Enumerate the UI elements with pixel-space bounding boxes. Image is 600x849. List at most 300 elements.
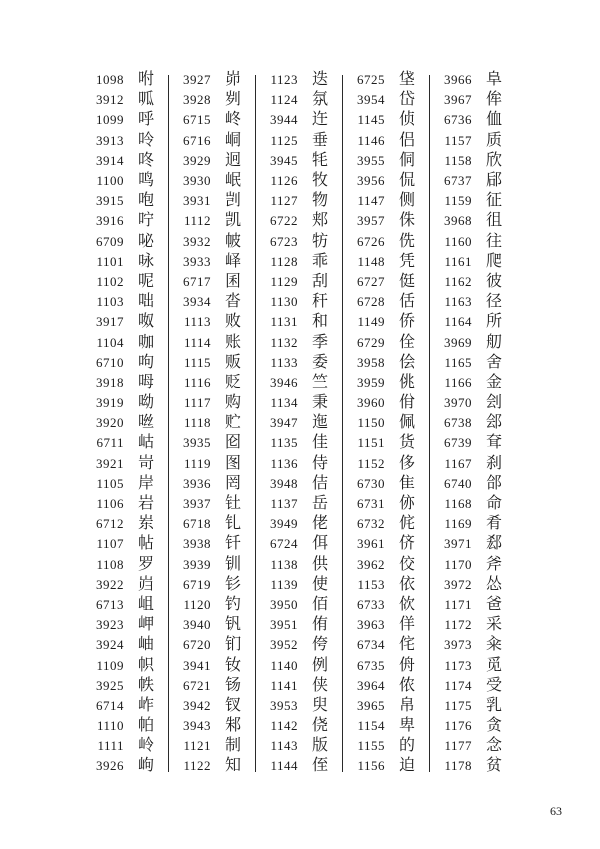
entry-character: 怂 [486, 575, 503, 593]
entry-character: 舍 [486, 353, 503, 371]
table-row [262, 534, 349, 554]
entry-number: 3971 [444, 536, 472, 552]
table-row [262, 575, 349, 595]
entry-number: 1102 [96, 273, 124, 289]
table-row [88, 312, 175, 332]
table-row [262, 110, 349, 130]
entry-character: 侉 [312, 636, 329, 654]
entry-number: 3967 [444, 92, 472, 108]
entry-character: 侏 [399, 212, 416, 230]
entry-number: 3951 [270, 617, 298, 633]
table-row [175, 595, 262, 615]
table-row [436, 756, 523, 776]
entry-character: 佻 [399, 373, 416, 391]
table-row [88, 413, 175, 433]
entry-number: 1160 [444, 233, 472, 249]
entry-character: 佩 [399, 414, 416, 432]
table-row [436, 211, 523, 231]
column-divider [342, 75, 343, 772]
entry-number: 3925 [96, 677, 124, 693]
table-row [436, 655, 523, 675]
entry-number: 1177 [444, 738, 472, 754]
table-row [88, 252, 175, 272]
entry-number: 1156 [357, 758, 385, 774]
entry-number: 1131 [270, 314, 298, 330]
entry-number: 6728 [357, 294, 385, 310]
table-row [175, 696, 262, 716]
table-row [88, 696, 175, 716]
entry-character: 所 [486, 313, 503, 331]
table-row [88, 615, 175, 635]
entry-number: 1166 [444, 374, 472, 390]
entry-number: 6722 [270, 213, 298, 229]
table-row [349, 151, 436, 171]
table-row [436, 676, 523, 696]
entry-number: 6719 [183, 576, 211, 592]
entry-number: 1121 [183, 738, 211, 754]
table-row [88, 131, 175, 151]
table-row [175, 736, 262, 756]
entry-number: 3947 [270, 415, 298, 431]
entry-character: 贩 [225, 353, 242, 371]
entry-character: 侩 [399, 353, 416, 371]
table-row [175, 90, 262, 110]
entry-character: 籴 [486, 636, 503, 654]
entry-number: 3972 [444, 576, 472, 592]
entry-number: 3968 [444, 213, 472, 229]
column-divider [429, 75, 430, 772]
entry-number: 3915 [96, 193, 124, 209]
table-column [262, 70, 349, 777]
table-row [262, 736, 349, 756]
entry-character: 咄 [138, 293, 155, 311]
entry-character: 爸 [486, 595, 503, 613]
entry-character: 觅 [486, 656, 503, 674]
entry-number: 6727 [357, 273, 385, 289]
entry-character: 垂 [312, 131, 329, 149]
entry-number: 1122 [183, 758, 211, 774]
entry-number: 6718 [183, 516, 211, 532]
table-row [436, 696, 523, 716]
entry-character: 斧 [486, 555, 503, 573]
entry-number: 6734 [357, 637, 385, 653]
entry-number: 3961 [357, 536, 385, 552]
entry-number: 3962 [357, 556, 385, 572]
table-row [349, 373, 436, 393]
entry-character: 侠 [312, 676, 329, 694]
entry-character: 咏 [138, 252, 155, 270]
entry-character: 刮 [312, 272, 329, 290]
entry-character: 迫 [399, 757, 416, 775]
table-row [262, 272, 349, 292]
entry-number: 6737 [444, 173, 472, 189]
table-row [436, 191, 523, 211]
table-row [349, 292, 436, 312]
entry-number: 3917 [96, 314, 124, 330]
entry-character: 侄 [312, 757, 329, 775]
entry-number: 3950 [270, 596, 298, 612]
entry-character: 剀 [225, 192, 242, 210]
table-row [262, 494, 349, 514]
entry-character: 委 [312, 353, 329, 371]
entry-character: 侂 [399, 515, 416, 533]
table-row [349, 413, 436, 433]
entry-number: 6720 [183, 637, 211, 653]
entry-number: 3949 [270, 516, 298, 532]
entry-number: 1123 [270, 72, 298, 88]
entry-character: 侐 [486, 111, 503, 129]
entry-number: 1101 [96, 253, 124, 269]
table-row [349, 312, 436, 332]
entry-number: 1110 [96, 718, 124, 734]
table-row [262, 353, 349, 373]
table-row [262, 696, 349, 716]
entry-character: 佶 [312, 474, 329, 492]
table-row [88, 211, 175, 231]
entry-number: 1128 [270, 253, 298, 269]
entry-number: 1109 [96, 657, 124, 673]
table-row [175, 211, 262, 231]
entry-character: 岿 [138, 575, 155, 593]
table-row [349, 232, 436, 252]
entry-character: 帜 [138, 656, 155, 674]
entry-number: 6729 [357, 334, 385, 350]
table-row [349, 90, 436, 110]
table-row [88, 151, 175, 171]
table-row [436, 332, 523, 352]
entry-character: 鸣 [138, 172, 155, 190]
table-row [349, 756, 436, 776]
entry-number: 3953 [270, 697, 298, 713]
table-row [349, 454, 436, 474]
entry-number: 1170 [444, 556, 472, 572]
table-row [262, 393, 349, 413]
entry-character: 呶 [138, 313, 155, 331]
table-row [262, 232, 349, 252]
entry-character: 阜 [486, 71, 503, 89]
entry-character: 知 [225, 757, 242, 775]
entry-number: 3970 [444, 395, 472, 411]
entry-character: 峁 [225, 71, 242, 89]
entry-number: 1152 [357, 455, 385, 471]
entry-character: 呴 [138, 353, 155, 371]
entry-character: 侑 [312, 616, 329, 634]
entry-number: 3969 [444, 334, 472, 350]
table-row [262, 635, 349, 655]
entry-number: 3933 [183, 253, 211, 269]
table-row [175, 454, 262, 474]
table-row [349, 655, 436, 675]
entry-character: 郐 [486, 414, 503, 432]
table-row [349, 191, 436, 211]
table-row [436, 514, 523, 534]
entry-number: 6714 [96, 697, 124, 713]
table-row [436, 635, 523, 655]
entry-number: 1099 [96, 112, 124, 128]
entry-number: 1116 [183, 374, 211, 390]
entry-character: 咐 [138, 71, 155, 89]
table-column [349, 70, 436, 777]
entry-number: 1169 [444, 516, 472, 532]
entry-character: 往 [486, 232, 503, 250]
table-row [88, 454, 175, 474]
entry-number: 1144 [270, 758, 298, 774]
entry-character: 刿 [225, 91, 242, 109]
entry-character: 佬 [312, 515, 329, 533]
entry-character: 肴 [486, 515, 503, 533]
entry-number: 1117 [183, 395, 211, 411]
entry-character: 迕 [312, 111, 329, 129]
entry-character: 钕 [225, 656, 242, 674]
entry-number: 3912 [96, 92, 124, 108]
entry-number: 3963 [357, 617, 385, 633]
entry-number: 1159 [444, 193, 472, 209]
entry-number: 1136 [270, 455, 298, 471]
table-row [436, 736, 523, 756]
entry-number: 1142 [270, 718, 298, 734]
table-row [262, 373, 349, 393]
entry-character: 岫 [138, 636, 155, 654]
table-row [262, 595, 349, 615]
table-row [349, 332, 436, 352]
table-row [175, 252, 262, 272]
entry-character: 帛 [399, 696, 416, 714]
entry-number: 1127 [270, 193, 298, 209]
entry-number: 6732 [357, 516, 385, 532]
entry-number: 3948 [270, 475, 298, 491]
entry-character: 垡 [399, 71, 416, 89]
table-row [349, 575, 436, 595]
entry-character: 季 [312, 333, 329, 351]
table-row [88, 736, 175, 756]
entry-number: 6709 [96, 233, 124, 249]
table-row [349, 676, 436, 696]
entry-character: 岢 [138, 454, 155, 472]
table-row [175, 171, 262, 191]
entry-character: 质 [486, 131, 503, 149]
entry-character: 受 [486, 676, 503, 694]
entry-number: 1173 [444, 657, 472, 673]
entry-character: 牧 [312, 172, 329, 190]
entry-number: 3918 [96, 374, 124, 390]
table-row [88, 171, 175, 191]
table-row [175, 373, 262, 393]
table-row [436, 292, 523, 312]
table-row [175, 433, 262, 453]
table-row [349, 433, 436, 453]
entry-character: 佾 [399, 394, 416, 412]
table-row [175, 110, 262, 130]
entry-number: 1163 [444, 294, 472, 310]
entry-character: 㑊 [399, 495, 416, 513]
table-row [436, 534, 523, 554]
table-row [175, 413, 262, 433]
entry-number: 1140 [270, 657, 298, 673]
entry-number: 1111 [97, 738, 124, 754]
table-row [436, 393, 523, 413]
entry-number: 1148 [357, 253, 385, 269]
entry-number: 1114 [183, 334, 211, 350]
table-row [175, 393, 262, 413]
entry-number: 3931 [183, 193, 211, 209]
table-row [436, 110, 523, 130]
table-row [349, 635, 436, 655]
entry-number: 3944 [270, 112, 298, 128]
entry-number: 3965 [357, 697, 385, 713]
entry-number: 1168 [444, 496, 472, 512]
table-row [175, 555, 262, 575]
entry-character: 钒 [225, 616, 242, 634]
table-row [262, 191, 349, 211]
table-row [436, 232, 523, 252]
entry-character: 侈 [399, 454, 416, 472]
entry-character: 咝 [138, 414, 155, 432]
entry-number: 1145 [357, 112, 385, 128]
entry-character: 岽 [138, 515, 155, 533]
entry-character: 迭 [312, 71, 329, 89]
entry-number: 1171 [444, 596, 472, 612]
table-row [349, 716, 436, 736]
table-column [436, 70, 523, 777]
table-row [436, 171, 523, 191]
entry-number: 1172 [444, 617, 472, 633]
column-divider [255, 75, 256, 772]
entry-number: 1176 [444, 718, 472, 734]
table-row [436, 575, 523, 595]
table-row [88, 655, 175, 675]
entry-character: 呣 [138, 373, 155, 391]
entry-character: 征 [486, 192, 503, 210]
entry-number: 6736 [444, 112, 472, 128]
table-row [175, 615, 262, 635]
entry-number: 1147 [357, 193, 385, 209]
table-row [349, 252, 436, 272]
entry-character: 依 [399, 575, 416, 593]
entry-character: 咇 [138, 232, 155, 250]
table-row [88, 272, 175, 292]
entry-number: 6726 [357, 233, 385, 249]
table-row [436, 272, 523, 292]
entry-number: 6717 [183, 273, 211, 289]
entry-character: 岞 [138, 696, 155, 714]
entry-number: 1157 [444, 132, 472, 148]
entry-character: 侥 [312, 717, 329, 735]
table-row [349, 514, 436, 534]
entry-character: 乳 [486, 696, 503, 714]
entry-number: 6725 [357, 72, 385, 88]
entry-character: 侗 [399, 151, 416, 169]
entry-character: 侦 [399, 111, 416, 129]
table-row [436, 353, 523, 373]
entry-number: 1135 [270, 435, 298, 451]
table-row [88, 191, 175, 211]
table-row [349, 171, 436, 191]
entry-number: 1153 [357, 576, 385, 592]
page-number: 63 [550, 804, 562, 818]
table-row [349, 474, 436, 494]
entry-character: 刽 [486, 394, 503, 412]
entry-character: 咖 [138, 333, 155, 351]
entry-character: 侃 [399, 172, 416, 190]
table-row [436, 474, 523, 494]
entry-character: 钗 [225, 696, 242, 714]
entry-number: 3940 [183, 617, 211, 633]
table-row [175, 716, 262, 736]
entry-number: 1107 [96, 536, 124, 552]
entry-character: 贮 [225, 414, 242, 432]
table-row [436, 413, 523, 433]
entry-character: 秉 [312, 394, 329, 412]
entry-character: 隹 [399, 474, 416, 492]
entry-character: 秆 [312, 293, 329, 311]
entry-character: 败 [225, 313, 242, 331]
entry-number: 1103 [96, 294, 124, 310]
entry-number: 3956 [357, 173, 385, 189]
table-row [175, 272, 262, 292]
entry-character: 帙 [138, 676, 155, 694]
entry-character: 钔 [225, 636, 242, 654]
entry-number: 3926 [96, 758, 124, 774]
entry-character: 佸 [399, 293, 416, 311]
entry-character: 侁 [399, 232, 416, 250]
table-row [88, 332, 175, 352]
entry-number: 3966 [444, 72, 472, 88]
table-row [88, 555, 175, 575]
table-row [436, 494, 523, 514]
entry-number: 6735 [357, 657, 385, 673]
entry-character: 帖 [138, 535, 155, 553]
table-row [349, 696, 436, 716]
table-row [436, 373, 523, 393]
table-row [262, 90, 349, 110]
table-row [88, 90, 175, 110]
table-row [175, 494, 262, 514]
table-row [349, 494, 436, 514]
table-row [88, 575, 175, 595]
entry-character: 郈 [486, 172, 503, 190]
table-row [262, 312, 349, 332]
entry-character: 岱 [399, 91, 416, 109]
table-row [436, 312, 523, 332]
table-row [349, 393, 436, 413]
table-row [349, 534, 436, 554]
table-row [436, 70, 523, 90]
table-row [436, 252, 523, 272]
table-row [88, 474, 175, 494]
entry-character: 峂 [225, 111, 242, 129]
entry-character: 钐 [225, 575, 242, 593]
table-column [88, 70, 175, 777]
entry-character: 岬 [138, 616, 155, 634]
table-row [436, 131, 523, 151]
entry-number: 6723 [270, 233, 298, 249]
entry-character: 呼 [138, 111, 155, 129]
table-row [262, 716, 349, 736]
table-row [349, 555, 436, 575]
entry-number: 3923 [96, 617, 124, 633]
entry-number: 3924 [96, 637, 124, 653]
table-row [262, 555, 349, 575]
entry-number: 1138 [270, 556, 298, 572]
table-row [88, 232, 175, 252]
entry-number: 3928 [183, 92, 211, 108]
table-row [88, 756, 175, 776]
entry-number: 3916 [96, 213, 124, 229]
table-row [88, 70, 175, 90]
entry-character: 账 [225, 333, 242, 351]
entry-number: 1141 [270, 677, 298, 693]
entry-character: 贫 [486, 757, 503, 775]
